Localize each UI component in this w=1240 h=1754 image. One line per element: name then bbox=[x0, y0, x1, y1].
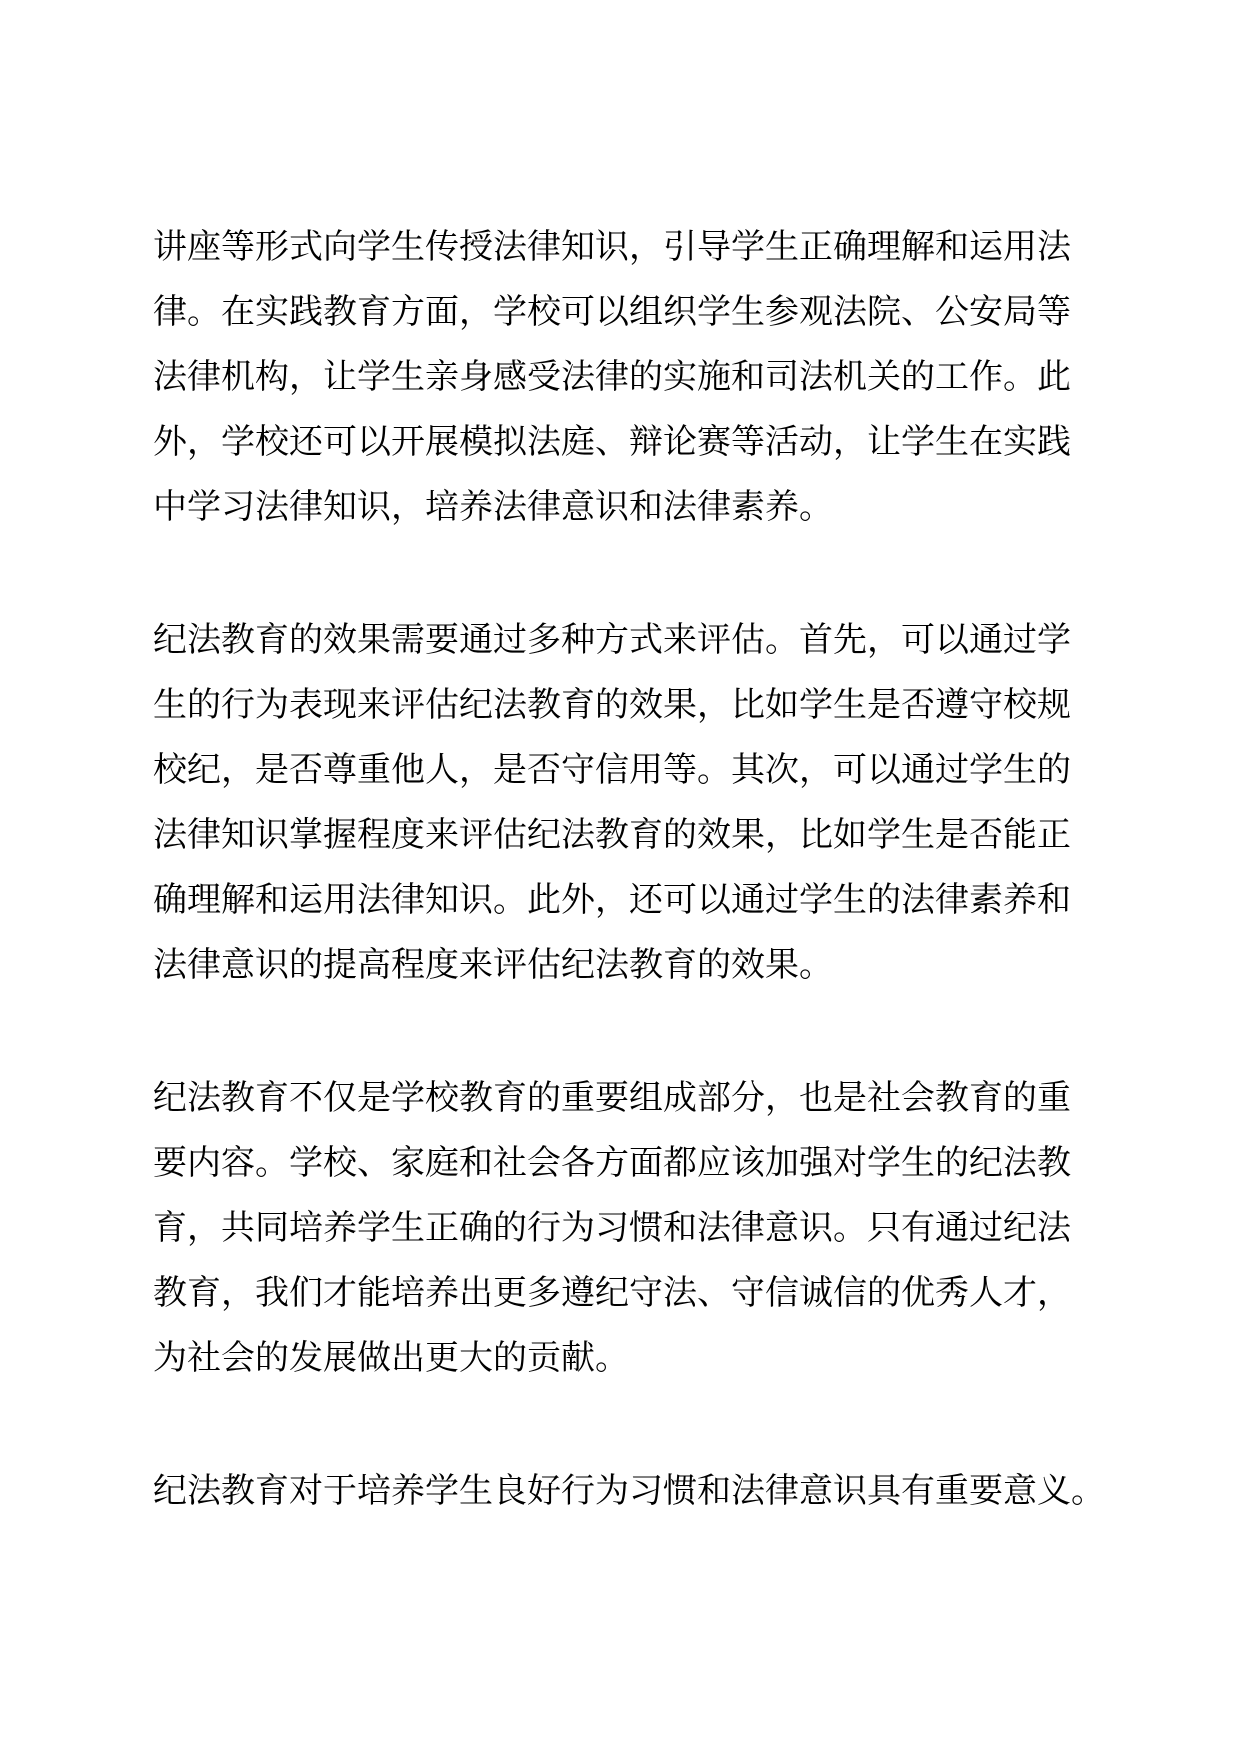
text-line: 外，学校还可以开展模拟法庭、辩论赛等活动，让学生在实践 bbox=[153, 422, 1071, 462]
paragraph-conclusion bbox=[153, 1459, 1113, 1524]
paragraph-legal-practice bbox=[153, 215, 1113, 540]
text-line: 法律知识掌握程度来评估纪法教育的效果，比如学生是否能正 bbox=[153, 815, 1071, 855]
text-line: 育，共同培养学生正确的行为习惯和法律意识。只有通过纪法 bbox=[153, 1208, 1071, 1248]
text-line: 中学习法律知识，培养法律意识和法律素养。 bbox=[153, 487, 833, 527]
text-line: 法律意识的提高程度来评估纪法教育的效果。 bbox=[153, 945, 833, 985]
text-line: 讲座等形式向学生传授法律知识，引导学生正确理解和运用法 bbox=[153, 227, 1071, 267]
text-line: 纪法教育对于培养学生良好行为习惯和法律意识具有重要意义。 bbox=[153, 1471, 1105, 1511]
paragraph-social-education bbox=[153, 1066, 1113, 1391]
document-body bbox=[153, 215, 1113, 1524]
text-line: 校纪，是否尊重他人，是否守信用等。其次，可以通过学生的 bbox=[153, 750, 1071, 790]
paragraph-evaluation bbox=[153, 608, 1113, 998]
text-line: 要内容。学校、家庭和社会各方面都应该加强对学生的纪法教 bbox=[153, 1143, 1071, 1183]
text-line: 律。在实践教育方面，学校可以组织学生参观法院、公安局等 bbox=[153, 292, 1071, 332]
text-line: 纪法教育的效果需要通过多种方式来评估。首先，可以通过学 bbox=[153, 620, 1071, 660]
text-line: 生的行为表现来评估纪法教育的效果，比如学生是否遵守校规 bbox=[153, 685, 1071, 725]
text-line: 教育，我们才能培养出更多遵纪守法、守信诚信的优秀人才， bbox=[153, 1273, 1071, 1313]
text-line: 为社会的发展做出更大的贡献。 bbox=[153, 1338, 629, 1378]
text-line: 确理解和运用法律知识。此外，还可以通过学生的法律素养和 bbox=[153, 880, 1071, 920]
text-line: 纪法教育不仅是学校教育的重要组成部分，也是社会教育的重 bbox=[153, 1078, 1071, 1118]
text-line: 法律机构，让学生亲身感受法律的实施和司法机关的工作。此 bbox=[153, 357, 1071, 397]
